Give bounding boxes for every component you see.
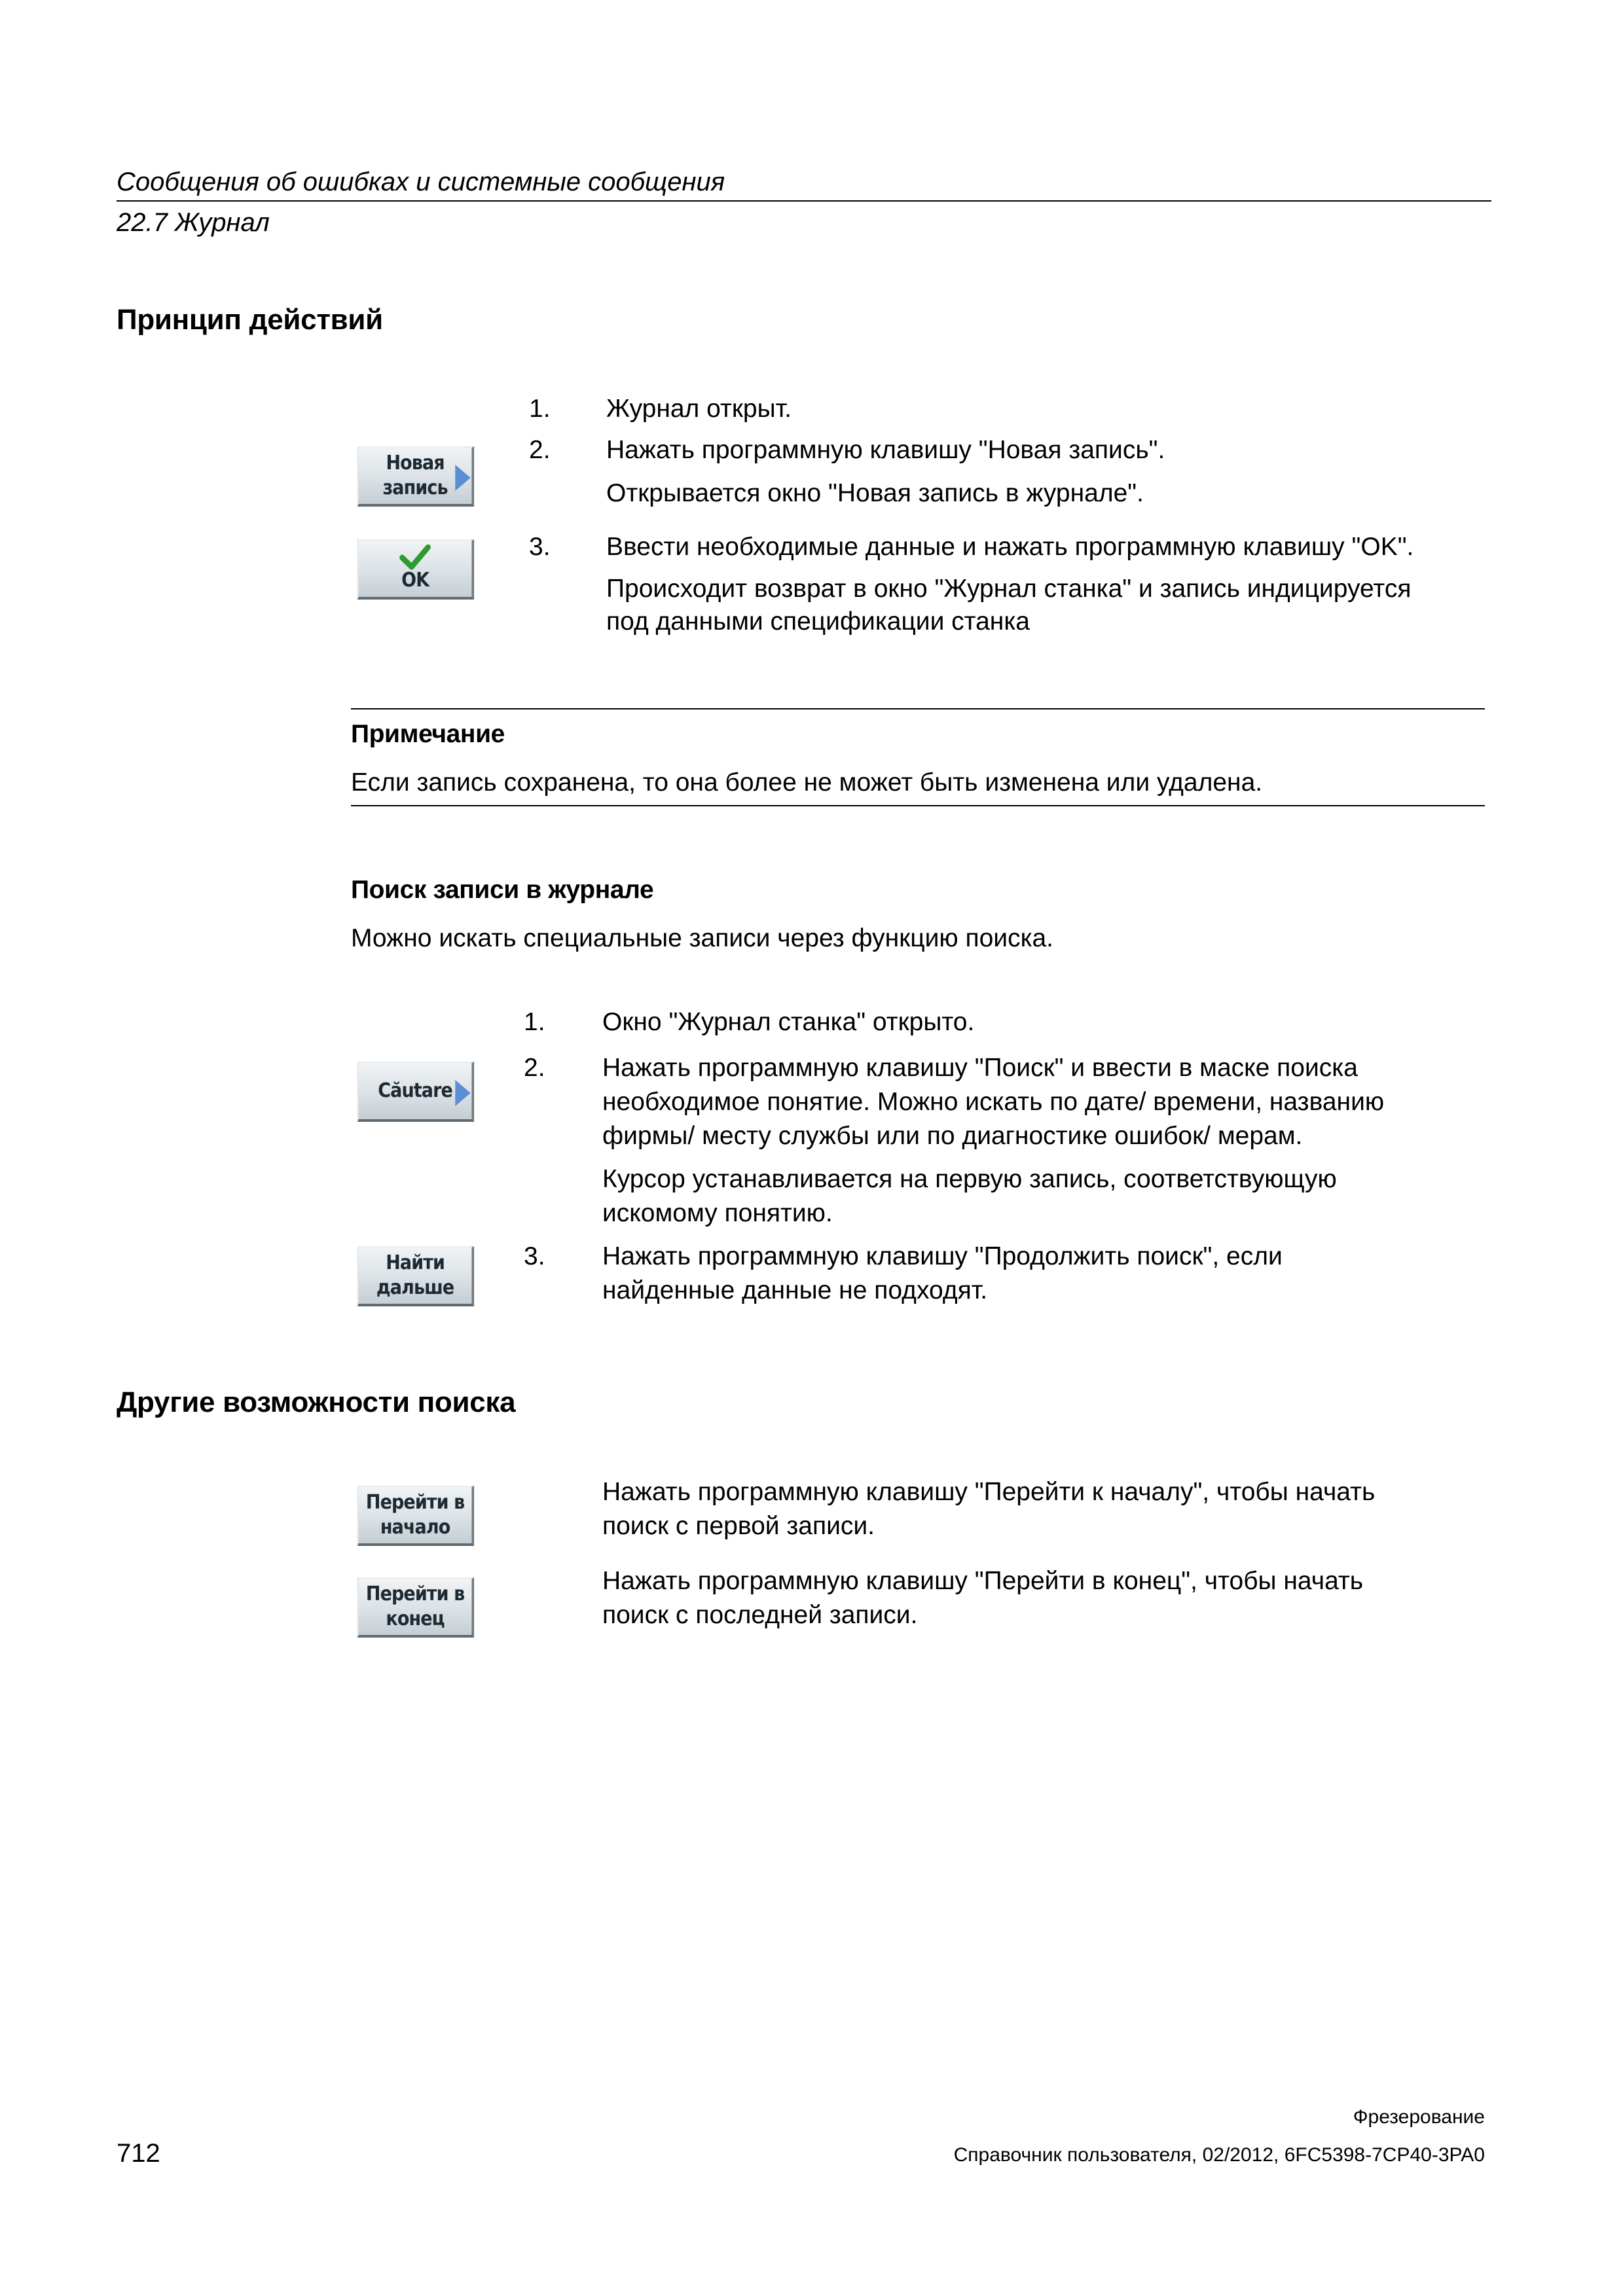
- step-result-text: Происходит возврат в окно "Журнал станка" и запись индицируется: [606, 575, 1412, 603]
- step-result-text: под данными спецификации станка: [606, 607, 1030, 636]
- step-text: Нажать программную клавишу "Продолжить поиск", если: [602, 1242, 1283, 1270]
- header-rule: [117, 200, 1491, 202]
- footer-product: Фрезерование: [1353, 2106, 1485, 2128]
- other-search-heading: Другие возможности поиска: [117, 1386, 516, 1418]
- option-text: поиск с первой записи.: [602, 1512, 875, 1540]
- softkey-label: начало: [380, 1516, 450, 1539]
- note-bottom-rule: [351, 805, 1485, 806]
- note-text: Если запись сохранена, то она более не может быть изменена или удалена.: [351, 768, 1263, 797]
- step-number: 1.: [529, 395, 551, 423]
- option-text: Нажать программную клавишу "Перейти в конец", чтобы начать: [602, 1567, 1364, 1595]
- search-heading: Поиск записи в журнале: [351, 876, 654, 904]
- principle-heading: Принцип действий: [117, 304, 383, 336]
- step-number: 3.: [524, 1242, 545, 1270]
- softkey-label: Căutare: [378, 1079, 452, 1102]
- softkey-label: Найти: [386, 1251, 445, 1274]
- note-heading: Примечание: [351, 720, 505, 748]
- go-to-start-softkey[interactable]: [357, 1486, 474, 1546]
- step-number: 3.: [529, 533, 551, 561]
- step-result-text: Курсор устанавливается на первую запись, соответствующую: [602, 1165, 1337, 1193]
- step-text: фирмы/ месту службы или по диагностике ошибок/ мерам.: [602, 1122, 1303, 1150]
- arrow-right-icon: [455, 1080, 470, 1106]
- step-text: Окно "Журнал станка" открыто.: [602, 1008, 975, 1036]
- option-text: Нажать программную клавишу "Перейти к началу", чтобы начать: [602, 1478, 1376, 1506]
- footer-manual: Справочник пользователя, 02/2012, 6FC5398-7CP40-3PA0: [953, 2144, 1485, 2166]
- step-result-text: Открывается окно "Новая запись в журнале".: [606, 479, 1144, 507]
- softkey-label: конец: [386, 1607, 445, 1630]
- checkmark-icon: [399, 545, 431, 571]
- softkey-label: дальше: [376, 1276, 454, 1299]
- new-entry-softkey[interactable]: [357, 446, 474, 507]
- note-top-rule: [351, 708, 1485, 709]
- find-next-softkey[interactable]: [357, 1246, 474, 1306]
- step-text: Нажать программную клавишу "Поиск" и ввести в маске поиска: [602, 1054, 1358, 1082]
- ok-softkey[interactable]: [357, 539, 474, 600]
- search-softkey[interactable]: [357, 1062, 474, 1122]
- step-result-text: искомому понятию.: [602, 1199, 833, 1227]
- softkey-label: Новая: [386, 452, 445, 475]
- running-header-chapter: Сообщения об ошибках и системные сообщения: [117, 168, 725, 196]
- softkey-label: OK: [401, 569, 429, 592]
- go-to-end-softkey[interactable]: [357, 1577, 474, 1638]
- running-header-section: 22.7 Журнал: [117, 208, 270, 237]
- step-text: необходимое понятие. Можно искать по дате/ времени, названию: [602, 1088, 1385, 1116]
- option-text: поиск с последней записи.: [602, 1601, 918, 1629]
- step-text: Ввести необходимые данные и нажать программную клавишу "OK".: [606, 533, 1414, 561]
- step-number: 2.: [524, 1054, 545, 1082]
- step-text: Нажать программную клавишу "Новая запись".: [606, 436, 1165, 464]
- softkey-label: запись: [382, 476, 448, 499]
- search-intro: Можно искать специальные записи через функцию поиска.: [351, 924, 1054, 952]
- softkey-label: Перейти в: [365, 1491, 465, 1514]
- step-number: 1.: [524, 1008, 545, 1036]
- step-text: Журнал открыт.: [606, 395, 792, 423]
- arrow-right-icon: [455, 465, 470, 491]
- step-number: 2.: [529, 436, 551, 464]
- page-number: 712: [117, 2139, 160, 2168]
- step-text: найденные данные не подходят.: [602, 1276, 988, 1304]
- softkey-label: Перейти в: [365, 1583, 465, 1605]
